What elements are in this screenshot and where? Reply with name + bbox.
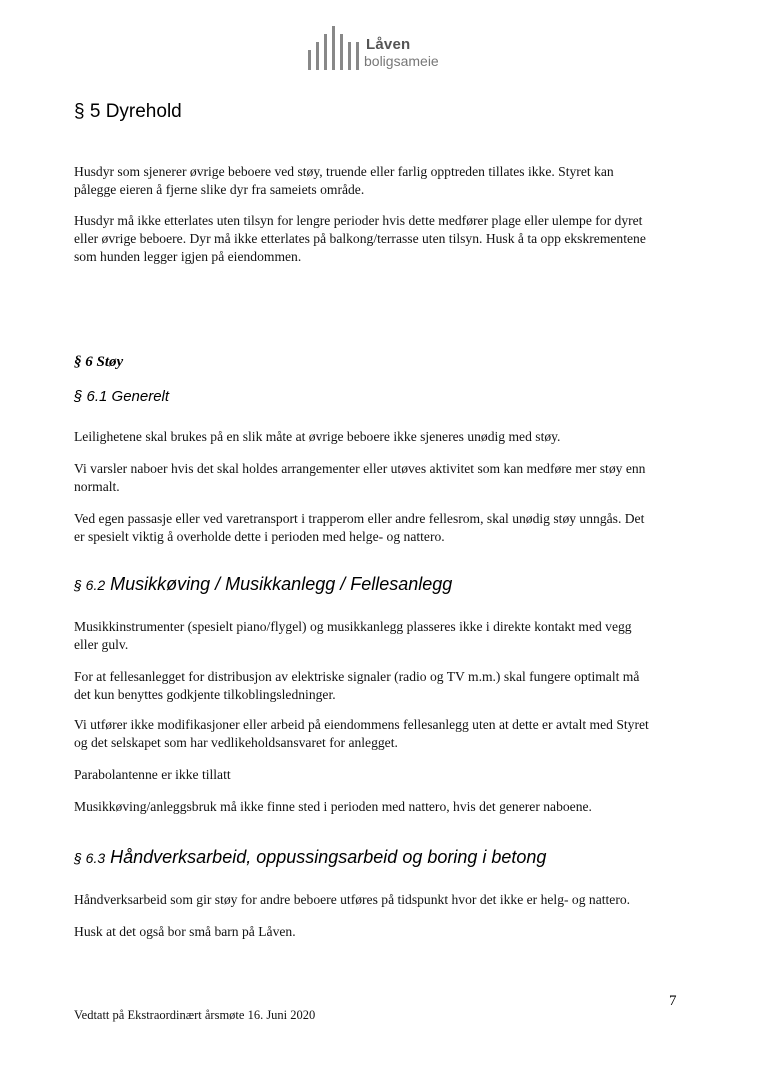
text-line: pålegge eieren å fjerne slike dyr fra sameiets område.	[74, 182, 365, 197]
text-line: Vi varsler naboer hvis det skal holdes arrangementer eller utøves aktivitet som kan medføre mer støy enn	[74, 461, 646, 476]
text-line: Musikkinstrumenter (spesielt piano/flygel) og musikkanlegg plasseres ikke i direkte kontakt med vegg	[74, 619, 632, 634]
section-6-2-paragraph-4	[74, 766, 694, 784]
text-line: og det selskapet som har vedlikeholdsansvaret for anlegget.	[74, 735, 398, 750]
text-line: Husk at det også bor små barn på Låven.	[74, 924, 296, 939]
section-6-3-title: Håndverksarbeid, oppussingsarbeid og boring i betong	[105, 847, 547, 867]
section-6-2-paragraph-2	[74, 668, 694, 704]
section-6-2-paragraph-1	[74, 618, 694, 654]
section-6-3-heading	[74, 847, 546, 868]
section-6-2-paragraph-3	[74, 716, 694, 752]
text-line: er spesielt viktig å overholde dette i perioden med helge- og nattero.	[74, 529, 445, 544]
text-line: Leilighetene skal brukes på en slik måte at øvrige beboere ikke sjeneres unødig med støy.	[74, 429, 561, 444]
text-line: Håndverksarbeid som gir støy for andre beboere utføres på tidspunkt hvor det ikke er helg- og nattero.	[74, 892, 631, 907]
logo-subtitle: boligsameie	[364, 53, 439, 69]
laven-logo	[306, 24, 466, 72]
section-6-3-number: § 6.3	[74, 850, 106, 866]
text-line: normalt.	[74, 479, 120, 494]
section-6-2-title: Musikkøving / Musikkanlegg / Fellesanlegg	[105, 574, 453, 594]
text-line: For at fellesanlegget for distribusjon av elektriske signaler (radio og TV m.m.) skal fungere optimalt må	[74, 669, 640, 684]
logo-name: Låven	[366, 36, 411, 53]
section-6-3-paragraph-1	[74, 891, 694, 909]
text-line: Vi utfører ikke modifikasjoner eller arbeid på eiendommens fellesanlegg uten at dette er avtalt med Styret	[74, 717, 649, 732]
section-6-1-paragraph-1	[74, 428, 694, 446]
text-line: eller øvrige beboere. Dyr må ikke etterlates på balkong/terrasse uten tilsyn. Husk å ta opp ekskrementene	[74, 231, 646, 246]
text-line: Musikkøving/anleggsbruk må ikke finne sted i perioden med nattero, hvis det generer naboene.	[74, 799, 592, 814]
section-5-paragraph-1	[74, 163, 694, 199]
section-5-paragraph-2	[74, 212, 694, 266]
text-line: Parabolantenne er ikke tillatt	[74, 767, 231, 782]
section-6-2-paragraph-5	[74, 798, 694, 816]
section-6-heading: § 6 Støy	[74, 354, 124, 370]
section-6-1-paragraph-3	[74, 510, 694, 546]
section-5-heading: § 5 Dyrehold	[74, 101, 182, 122]
text-line: som hunden legger igjen på eiendommen.	[74, 249, 302, 264]
text-line: Ved egen passasje eller ved varetransport i trapperom eller andre fellesrom, skal unødig støy unngås. Det	[74, 511, 645, 526]
section-6-2-heading	[74, 574, 452, 595]
logo-bars-icon	[306, 24, 362, 72]
section-6-3-paragraph-2	[74, 923, 694, 941]
text-line: eller gulv.	[74, 637, 129, 652]
page-footer: Vedtatt på Ekstraordinært årsmøte 16. Juni 2020	[74, 1008, 316, 1022]
section-6-1-heading: § 6.1 Generelt	[74, 388, 170, 405]
section-6-2-number: § 6.2	[74, 577, 106, 593]
text-line: Husdyr som sjenerer øvrige beboere ved støy, truende eller farlig opptreden tillates ikke. Styret kan	[74, 164, 614, 179]
text-line: Husdyr må ikke etterlates uten tilsyn for lengre perioder hvis dette medfører plage eller ulempe for dyret	[74, 213, 643, 228]
section-6-1-paragraph-2	[74, 460, 694, 496]
text-line: det kun benyttes godkjente tilkoblingsledninger.	[74, 687, 336, 702]
page-number: 7	[669, 993, 677, 1009]
